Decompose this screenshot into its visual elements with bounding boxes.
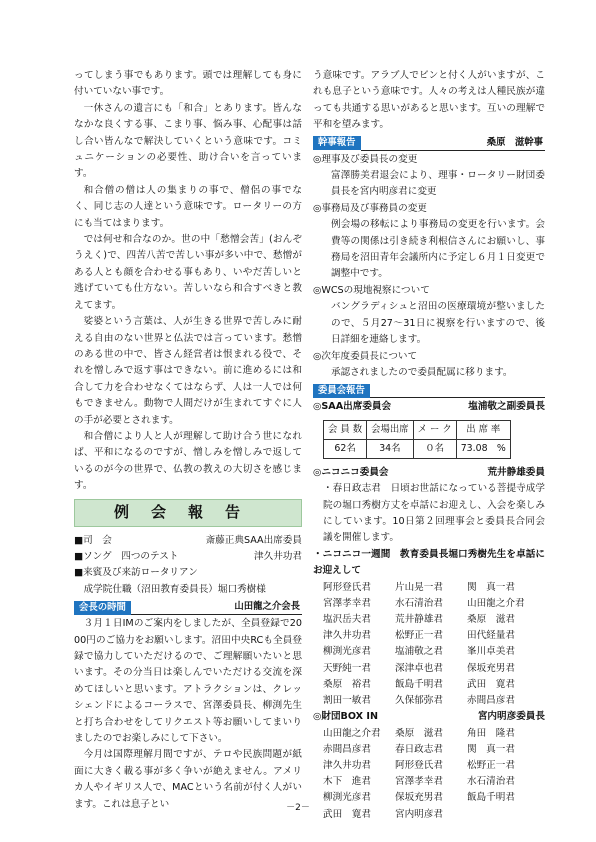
sermon-text — [74, 68, 302, 495]
kaicho-paragraph: ３月１日IMのご案内をしましたが、全員登録で2000円のご協力をお願いします。沼田中央RCも全員登録で協力していただけるので、ご理解願いたいと思います。その分当日は楽しんでいただける交流を深めてほしいと思います。アトラクションは、クレッシェンドによるコーラスで、宮澤委員長、柳渕先生と打ち合わせをしてリクエスト等お願いしてまいりましたのでお楽しみにして下さい。 — [74, 618, 302, 745]
niko-heading — [313, 465, 545, 481]
reikai-line — [74, 549, 302, 565]
member-name: 保坂充男君 — [395, 792, 443, 804]
attendance-table — [323, 420, 511, 459]
sermon-paragraph: では何せ和合なのか。世の中「愁憎会苦」(おんぞうえく)で、四苦八苦で苦しい事が多い中で、愁憎がある人とも顔を合わせる事もあり、いやだ苦しいと逃げていても仕方ない。苦しいなら和合すべきと教えてます。 — [74, 234, 302, 311]
member-name: 津久井功君 — [323, 630, 371, 642]
saa-by: 塩浦敬之副委員長 — [468, 401, 545, 413]
member-name: 柳渕光彦君 — [323, 792, 371, 804]
kanji-item-body: 承認されましたので委員配属に移ります。 — [331, 366, 513, 378]
member-name: 水石清治君 — [467, 776, 515, 788]
continued-text: う意味です。アラブ人でビンと付く人がいますが、これも息子という意味です。人々の考えは人種民族が違っても共通する思いがあると思います。互いの理解で平和を望みます。 — [313, 70, 545, 131]
names-row — [323, 742, 545, 758]
member-name: 深津卓也君 — [395, 662, 443, 674]
kaicho-tag: 会長の時間 — [74, 601, 131, 615]
kanji-item-head: ◎理事及び委員長の変更 — [313, 153, 418, 165]
att-header-rate: 出 席 率 — [456, 420, 510, 439]
kanji-item-head: ◎次年度委員長について — [313, 350, 418, 362]
member-name: 柳渕光彦君 — [323, 646, 371, 658]
member-name: 天野純一君 — [323, 662, 371, 674]
reikai-line-label: ■ソング 四つのテスト — [74, 550, 179, 562]
kaicho-bar — [74, 600, 302, 615]
member-name: 関 真一君 — [467, 581, 515, 593]
reikai-line — [74, 565, 302, 581]
member-name: 春日政志君 — [395, 743, 443, 755]
niko-title: ◎ニコニコ委員会 — [313, 466, 389, 478]
box-title: ◎財団BOX IN — [313, 711, 379, 723]
kanji-item-body: 例会場の移転により事務局の変更を行います。会費等の関係は引き続き利根信さんにお願いし、事務局を沼田青年会議所内に予定し６月１日変更で調整中です。 — [331, 219, 545, 280]
names-row — [323, 644, 545, 660]
reikai-line-label: 成学院仕職（沼田教育委員長）堀口秀樹様 — [74, 583, 266, 595]
saa-title: ◎SAA出席委員会 — [313, 401, 392, 413]
reikai-line — [74, 582, 302, 598]
niko-week-names — [313, 580, 545, 710]
names-row — [323, 580, 545, 596]
member-name: 水石清治君 — [395, 597, 443, 609]
member-name: 塩浦敬之君 — [395, 646, 443, 658]
kanji-tag: 幹事報告 — [313, 136, 361, 150]
member-name: 角田 隆君 — [467, 727, 515, 739]
kaicho-text — [74, 616, 302, 813]
reikai-line-value: 斎藤正典SAA出席委員 — [205, 534, 302, 546]
kanji-item-head: ◎事務局及び事務員の変更 — [313, 202, 427, 214]
names-row — [323, 693, 545, 709]
saa-heading — [313, 399, 545, 415]
reikai-lines — [74, 533, 302, 599]
kanji-by: 桑原 滋幹事 — [486, 136, 543, 148]
right-column — [313, 68, 545, 823]
member-name: 割田一敏君 — [323, 694, 371, 706]
left-column — [74, 68, 302, 813]
member-name: 田代経量君 — [467, 630, 515, 642]
reikai-line — [74, 533, 302, 549]
member-name: 保坂充男君 — [467, 662, 515, 674]
att-value-present: 34名 — [367, 439, 414, 458]
reikai-line-value: 津久井功君 — [254, 550, 302, 562]
member-name: 飯島千明君 — [395, 678, 443, 690]
att-value-rate: 73.08 % — [456, 439, 510, 458]
member-name: 片山晃一君 — [395, 581, 443, 593]
member-name: 荒井静雄君 — [395, 613, 443, 625]
niko-by: 荒井静雄委員 — [487, 466, 545, 478]
member-name: 峯川卓美君 — [467, 646, 515, 658]
iinkai-tag: 委員会報告 — [313, 384, 370, 398]
member-name: 宮澤孝幸君 — [323, 597, 371, 609]
member-name: 久保郁弥君 — [395, 694, 443, 706]
names-row — [323, 612, 545, 628]
member-name: 松野正一君 — [467, 760, 515, 771]
member-name: 津久井功君 — [323, 760, 371, 771]
member-name: 桑原 滋君 — [395, 727, 443, 739]
kanji-bar — [313, 136, 545, 151]
member-name: 桑原 裕君 — [323, 678, 371, 690]
member-name: 山田龍之介君 — [467, 597, 525, 609]
sermon-paragraph: ってしまう事でもあります。頭では理解しても身に付いていない事です。 — [74, 70, 302, 98]
member-name: 武田 寛君 — [323, 808, 371, 820]
member-name: 松野正一君 — [395, 630, 443, 642]
kanji-item-body: 富澤勝美君退会により、理事・ロータリー財団委員長を宮内明彦君に変更 — [331, 170, 545, 198]
names-row — [323, 661, 545, 677]
member-name: 木下 進君 — [323, 776, 371, 788]
names-row — [323, 758, 545, 774]
att-header-present: 会場出席 — [367, 420, 414, 439]
box-heading — [313, 709, 545, 725]
reikai-heading-text: 例会報告 — [113, 503, 262, 522]
kaicho-paragraph: 今月は国際理解月間ですが、テロや民族問題が紙面に大きく載る事が多く争いが絶えません。アメリカ人やイギリス人で、MACという名前が付く人がいます。これは息子とい — [74, 749, 302, 810]
kanji-item-head: ◎WCSの現地視察について — [313, 284, 430, 296]
reikai-line-label: ■来賓及び来訪ロータリアン — [74, 567, 198, 579]
member-name: 武田 寛君 — [467, 678, 515, 690]
niko-week-heading: ・ニコニコ一週間 教育委員長堀口秀樹先生を卓話にお迎えして — [313, 548, 545, 577]
member-name: 阿形登氏君 — [323, 581, 371, 593]
box-by: 宮内明彦委員長 — [477, 711, 545, 723]
member-name: 飯島千明君 — [467, 792, 515, 804]
names-row — [323, 677, 545, 693]
sermon-paragraph: 娑婆という言葉は、人が生きる世界で苦しみに耐える自由のない世界と仏法では言っています。愁憎のある世の中で、皆さん経営者は恨まれる役で、それを憎しみで返す事はできない。前に進めるには和合して力を合わせなくてはならず、人は一人では何もできません。動物で人間だけが生まれてすぐに人の手が必要とされます。 — [74, 316, 302, 426]
sermon-paragraph: 和合僧の僧は人の集まりの事で、僧侶の事でなく、同じ志の人達という意味です。ロータリーの方にも当てはまります。 — [74, 184, 302, 229]
member-name: 赤間昌彦君 — [323, 743, 371, 755]
member-name: 宮内明彦君 — [395, 808, 443, 820]
niko-text: ・春日政志君 日頃お世話になっている菩提寺成学院の堀口秀樹方丈を卓話にお迎えし、入会を楽しみにしています。10日第２回理事会と委員長合同会議を開催します。 — [323, 483, 545, 544]
kaicho-by: 山田龍之介会長 — [234, 601, 300, 613]
names-row — [323, 596, 545, 612]
member-name: 阿形登氏君 — [395, 760, 443, 771]
member-name: 桑原 滋君 — [467, 613, 515, 625]
sermon-paragraph: 一休さんの遺言にも「和合」とあります。皆んななかな良くする事、こまり事、悩み事、心配事は話し合い皆んなで解決していくという意味です。コミュニケーションの必要性、助け合いを言っています。 — [74, 102, 302, 180]
names-row — [323, 726, 545, 742]
iinkai-bar — [313, 383, 545, 398]
page-number: －2－ — [286, 803, 310, 813]
names-row — [323, 774, 545, 790]
member-name: 赤間昌彦君 — [467, 694, 515, 706]
att-header-members: 会 員 数 — [324, 420, 367, 439]
kanji-item-body: バングラディシュと沼田の医療環境が整いましたので、５月27～31日に視察を行いますので、後日詳細を連絡します。 — [331, 301, 545, 346]
att-header-makeup: メ ー ク — [413, 420, 456, 439]
reikai-line-label: ■司 会 — [74, 534, 112, 546]
member-name: 宮澤孝幸君 — [395, 776, 443, 788]
kanji-items — [313, 152, 545, 382]
member-name: 山田龍之介君 — [323, 727, 381, 739]
member-name: 塩沢岳夫君 — [323, 613, 371, 625]
att-value-makeup: ０名 — [413, 439, 456, 458]
member-name: 関 真一君 — [467, 743, 515, 755]
sermon-paragraph: 和合僧により人と人が理解して助け合う世になれば、平和になるのですが、憎しみを憎しみで返しているのが今の世界で、仏教の教えの大切さを感じます。 — [74, 430, 302, 492]
att-value-members: 62名 — [324, 439, 367, 458]
names-row — [323, 628, 545, 644]
reikai-heading — [74, 499, 302, 527]
